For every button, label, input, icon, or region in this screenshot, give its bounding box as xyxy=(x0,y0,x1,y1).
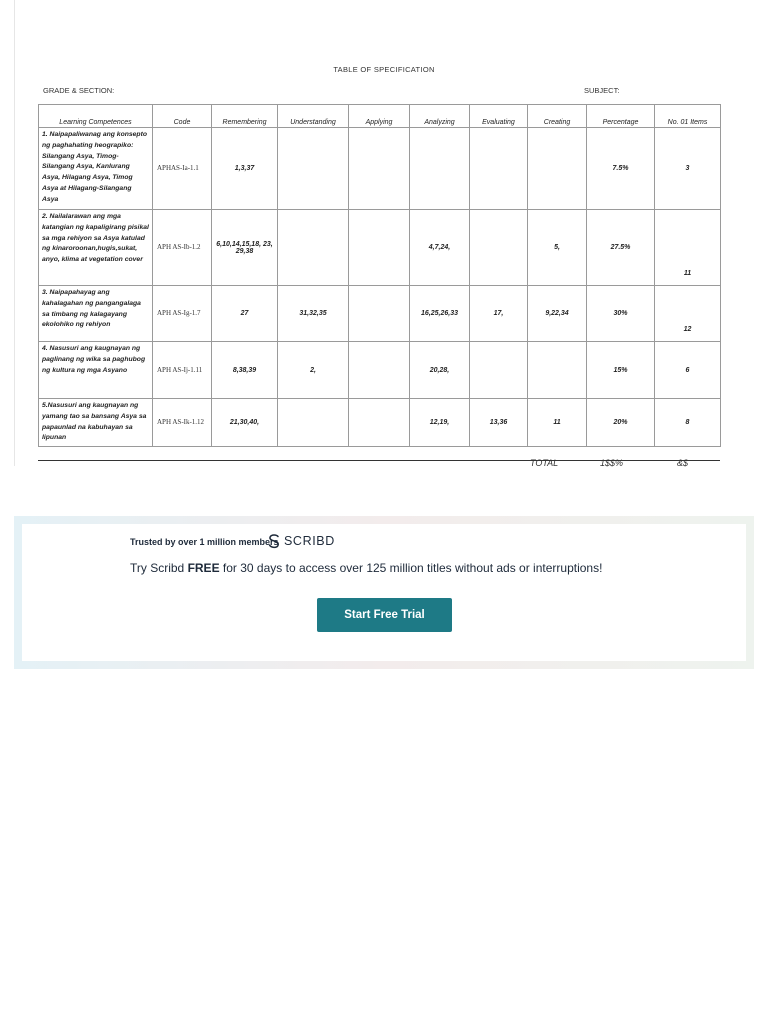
table-row xyxy=(39,128,721,210)
applying-cell xyxy=(349,286,410,342)
understanding-cell xyxy=(278,399,349,447)
header-competences: Learning Competences xyxy=(39,105,153,128)
total-items: &$ xyxy=(677,458,689,468)
applying-cell xyxy=(349,342,410,399)
analyzing-cell: 16,25,26,33 xyxy=(410,286,470,342)
code-cell: APH AS-Ik-1.12 xyxy=(153,399,212,447)
analyzing-cell: 20,28, xyxy=(410,342,470,399)
header-remembering: Remembering xyxy=(212,105,278,128)
code-cell: APH AS-Ij-1.11 xyxy=(153,342,212,399)
creating-cell: 11 xyxy=(528,399,587,447)
applying-cell xyxy=(349,128,410,210)
offer-prefix: Try Scribd xyxy=(130,561,188,575)
evaluating-cell: 13,36 xyxy=(470,399,528,447)
header-percentage: Percentage xyxy=(587,105,655,128)
scribd-logo xyxy=(267,533,335,549)
competence-cell: 3. Naipapahayag ang kahalagahan ng pangangalaga sa timbang ng kalagayang ekolohiko ng rehiyon xyxy=(39,286,153,342)
items-cell: 12 xyxy=(655,286,721,342)
understanding-cell xyxy=(278,128,349,210)
offer-suffix: for 30 days to access over 125 million titles without ads or interruptions! xyxy=(219,561,603,575)
analyzing-cell: 12,19, xyxy=(410,399,470,447)
competence-cell: 1. Naipapaliwanag ang konsepto ng paghahating heograpiko: Silangang Asya, Timog-Silangang Asya, Kanlurang Asya, Hilagang Asya, Timog Asya at Hilagang-Silangang Asya xyxy=(39,128,153,210)
trusted-text: Trusted by over 1 million members xyxy=(130,537,279,547)
items-cell: 8 xyxy=(655,399,721,447)
items-cell: 6 xyxy=(655,342,721,399)
header-code: Code xyxy=(153,105,212,128)
grade-section-label: GRADE & SECTION: xyxy=(43,86,115,95)
evaluating-cell xyxy=(470,342,528,399)
document-title: TABLE OF SPECIFICATION xyxy=(333,65,435,74)
header-analyzing: Analyzing xyxy=(410,105,470,128)
percentage-cell: 7.5% xyxy=(587,128,655,210)
table-row xyxy=(39,286,721,342)
remembering-cell: 1,3,37 xyxy=(212,128,278,210)
items-cell: 3 xyxy=(655,128,721,210)
remembering-cell: 21,30,40, xyxy=(212,399,278,447)
promo-offer-text xyxy=(130,561,602,575)
header-items: No. 01 Items xyxy=(655,105,721,128)
understanding-cell xyxy=(278,210,349,286)
competence-cell: 5.Nasusuri ang kaugnayan ng yamang tao sa bansang Asya sa papaunlad na kabuhayan sa lipunan xyxy=(39,399,153,447)
remembering-cell: 27 xyxy=(212,286,278,342)
remembering-cell: 8,38,39 xyxy=(212,342,278,399)
analyzing-cell xyxy=(410,128,470,210)
creating-cell xyxy=(528,342,587,399)
total-label: TOTAL xyxy=(530,458,559,468)
table-row xyxy=(39,342,721,399)
creating-cell: 9,22,34 xyxy=(528,286,587,342)
header-understanding: Understanding xyxy=(278,105,349,128)
evaluating-cell: 17, xyxy=(470,286,528,342)
competence-cell: 2. Nailalarawan ang mga katangian ng kapaligirang pisikal sa mga rehiyon sa Asya katulad ng kinaroroonan,hugis,sukat, anyo, klima at vegetation cover xyxy=(39,210,153,286)
table-row xyxy=(39,399,721,447)
analyzing-cell: 4,7,24, xyxy=(410,210,470,286)
percentage-cell: 30% xyxy=(587,286,655,342)
offer-free: FREE xyxy=(187,561,220,575)
creating-cell: 5, xyxy=(528,210,587,286)
code-cell: APHAS-Ia-1.1 xyxy=(153,128,212,210)
applying-cell xyxy=(349,399,410,447)
code-cell: APH AS-Ig-1.7 xyxy=(153,286,212,342)
remembering-cell: 6,10,14,15,18, 23, 29,38 xyxy=(212,210,278,286)
header-applying: Applying xyxy=(349,105,410,128)
specification-table xyxy=(38,104,721,447)
items-cell: 11 xyxy=(655,210,721,286)
start-free-trial-button[interactable]: Start Free Trial xyxy=(317,598,452,632)
competence-cell: 4. Nasusuri ang kaugnayan ng paglinang ng wika sa paghubog ng kultura ng mga Asyano xyxy=(39,342,153,399)
brand-name: SCRIBD xyxy=(284,534,335,548)
understanding-cell: 31,32,35 xyxy=(278,286,349,342)
header-evaluating: Evaluating xyxy=(470,105,528,128)
subject-label: SUBJECT: xyxy=(584,86,620,95)
percentage-cell: 27.5% xyxy=(587,210,655,286)
header-creating: Creating xyxy=(528,105,587,128)
understanding-cell: 2, xyxy=(278,342,349,399)
percentage-cell: 20% xyxy=(587,399,655,447)
total-percentage: 1$$% xyxy=(600,458,624,468)
creating-cell xyxy=(528,128,587,210)
applying-cell xyxy=(349,210,410,286)
table-row xyxy=(39,210,721,286)
scribd-logo-icon xyxy=(267,533,281,549)
code-cell: APH AS-Ib-1.2 xyxy=(153,210,212,286)
table-header-row xyxy=(39,105,721,128)
percentage-cell: 15% xyxy=(587,342,655,399)
evaluating-cell xyxy=(470,128,528,210)
evaluating-cell xyxy=(470,210,528,286)
